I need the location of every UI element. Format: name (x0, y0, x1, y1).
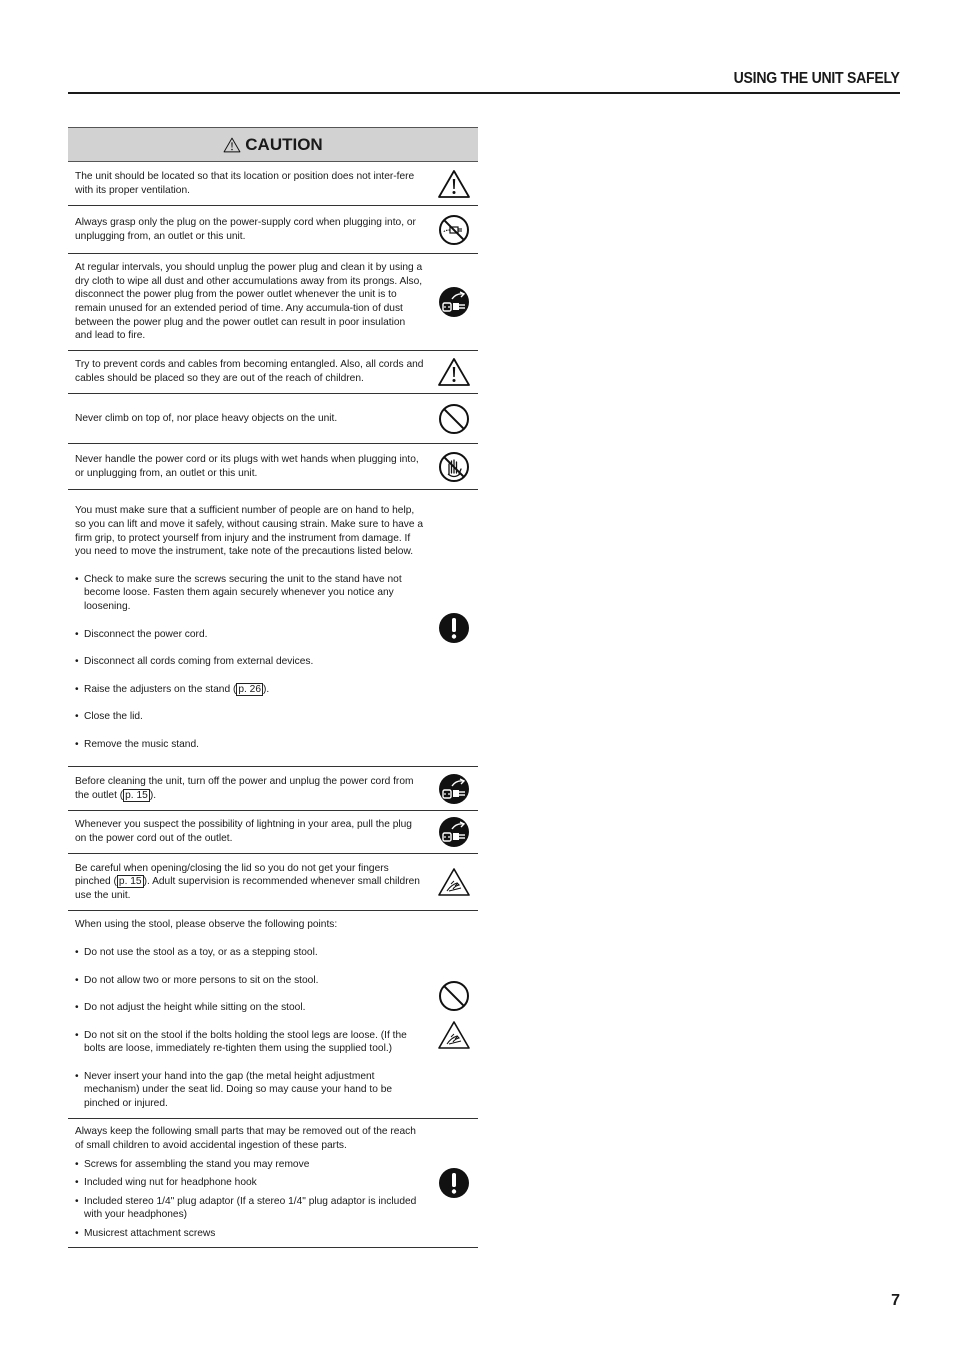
prohibited-icon (438, 980, 470, 1012)
row-text: Never handle the power cord or its plugs with wet hands when plugging into, or unplugging from, an outlet or this unit. (75, 453, 419, 479)
caution-row (68, 767, 478, 811)
caution-row (68, 394, 478, 444)
row-intro: You must make sure that a sufficient number of people are on hand to help, so you can lift and move it safely, without causing strain. Make sure to have a firm grip, to protect yourself from injury and the instrument from damage. If you need to move the instrument, take note of the precautions listed below. (75, 505, 424, 558)
warning-triangle-icon (437, 357, 471, 387)
page-header (68, 70, 900, 94)
row-text: The unit should be located so that its location or position does not inter-fere with its proper ventilation. (75, 170, 415, 196)
caution-row (68, 162, 478, 206)
caution-label: CAUTION (245, 134, 323, 154)
page-reference-link[interactable]: p. 26 (238, 683, 262, 695)
unplug-icon (438, 286, 470, 318)
list-item: • Included stereo 1/4" plug adaptor (If a stereo 1/4" plug adaptor is included with your headphones) (75, 1195, 424, 1222)
no-wet-hands-icon (438, 451, 470, 483)
row-text (68, 490, 430, 766)
list-item: • Included wing nut for headphone hook (75, 1176, 424, 1190)
list-item: • Do not sit on the stool if the bolts holding the stool legs are loose. (If the bolts are loose, immediately re-tighten them using the supplied tool.) (75, 1029, 424, 1056)
caution-row (68, 490, 478, 767)
list-item: • Screws for assembling the stand you may remove (75, 1158, 424, 1172)
warning-triangle-icon (437, 169, 471, 199)
row-text: Whenever you suspect the possibility of lightning in your area, pull the plug on the power cord out of the outlet. (75, 819, 412, 844)
caution-row (68, 1119, 478, 1248)
row-text: Always grasp only the plug on the power-supply cord when plugging into, or unplugging from, an outlet or this unit. (75, 216, 416, 242)
mandatory-icon (438, 1167, 470, 1199)
unplug-icon (438, 773, 470, 805)
row-text: At regular intervals, you should unplug the power plug and clean it by using a dry cloth to wipe all dust and other accumulations away from its prongs. Also, disconnect the power plug from the power outlet whenever the unit is to remain unused for an extended period of time. Any accumula-tion of dust between the power plug and the power outlet can result in poor insulation and lead to fire. (75, 262, 423, 342)
unplug-icon (438, 816, 470, 848)
page-reference-link[interactable]: p. 15 (125, 789, 148, 801)
list-item: • Disconnect all cords coming from external devices. (75, 655, 424, 669)
list-item: • Disconnect the power cord. (75, 628, 424, 642)
caution-row (68, 254, 478, 351)
list-item: • Do not allow two or more persons to sit on the stool. (75, 974, 424, 988)
caution-row (68, 444, 478, 490)
caution-row (68, 811, 478, 854)
row-text (68, 1119, 430, 1247)
page-reference-link[interactable]: p. 15 (118, 876, 142, 888)
list-item: • Do not adjust the height while sitting on the stool. (75, 1001, 424, 1015)
row-text: Be careful when opening/closing the lid so you do not get your fingers pinched ( p. 15 ). Adult supervision is recommended whenever small children use the unit. (75, 862, 420, 901)
caution-row (68, 206, 478, 254)
row-intro: Always keep the following small parts that may be removed out of the reach of small children to avoid accidental ingestion of these parts. (75, 1126, 416, 1152)
header-title: USING THE UNIT SAFELY (733, 70, 900, 87)
list-item: • Do not use the stool as a toy, or as a stepping stool. (75, 946, 424, 960)
list-item: • Close the lid. (75, 710, 424, 724)
caution-header (68, 127, 478, 162)
pinch-warning-icon (437, 867, 471, 897)
warning-triangle-icon (223, 137, 241, 153)
row-text: Before cleaning the unit, turn off the power and unplug the power cord from the outlet ( p. 15 ). (75, 775, 414, 801)
list-item: • Musicrest attachment screws (75, 1227, 424, 1241)
row-text: Never climb on top of, nor place heavy objects on the unit. (75, 412, 338, 424)
page-number: 7 (891, 1292, 900, 1309)
list-item: • Never insert your hand into the gap (the metal height adjustment mechanism) under the seat lid. Doing so may cause your hand to be pinched or injured. (75, 1070, 424, 1111)
caution-row (68, 854, 478, 911)
list-item: • Raise the adjusters on the stand ( p. 26 ). (75, 683, 424, 697)
mandatory-icon (438, 612, 470, 644)
list-item: • Remove the music stand. (75, 738, 424, 752)
caution-table (68, 127, 478, 1248)
list-item: • Check to make sure the screws securing the unit to the stand have not become loose. Fasten them again securely whenever you notice any loosening. (75, 573, 424, 614)
caution-row (68, 911, 478, 1119)
row-text: Try to prevent cords and cables from becoming entangled. Also, all cords and cables should be placed so they are out of the reach of children. (75, 359, 424, 384)
no-pull-cord-icon (438, 214, 470, 246)
pinch-warning-icon (437, 1020, 471, 1050)
prohibited-icon (438, 403, 470, 435)
row-intro: When using the stool, please observe the following points: (75, 919, 338, 931)
caution-row (68, 351, 478, 394)
row-text (68, 911, 430, 1118)
